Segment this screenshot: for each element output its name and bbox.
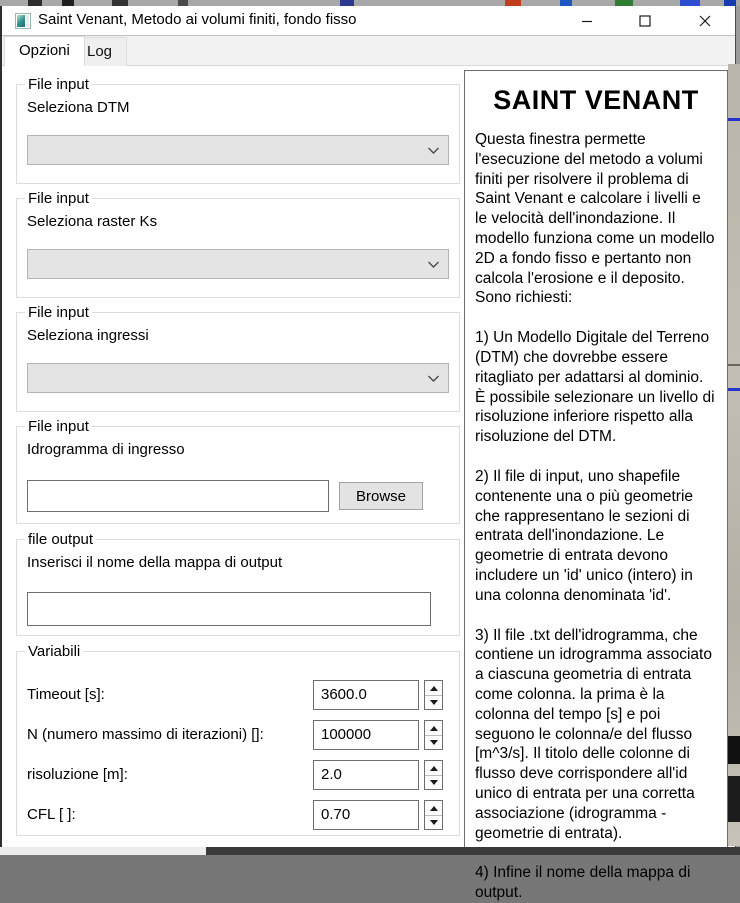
chevron-down-icon bbox=[427, 146, 440, 155]
dtm-combobox[interactable] bbox=[27, 135, 449, 165]
arrow-down-icon bbox=[430, 820, 438, 825]
help-paragraph: 3) Il file .txt dell'idrogramma, che contiene un idrogramma associato a ciascuna geometria di entrata come colonna. la prima è la colonna del tempo [s] e poi seguono le colonna/e del flusso [m^3/s]. Il titolo delle colonne di flusso deve corrispondere all'id unico di entrata per una corretta associazione (idrogramma - geometrie di entrata). bbox=[475, 626, 712, 842]
help-paragraph-clipped: 4) Infine il nome della mappa di output. bbox=[475, 864, 691, 902]
spin-up-button[interactable] bbox=[425, 681, 442, 696]
window-title: Saint Venant, Metodo ai volumi finiti, fondo fisso bbox=[38, 11, 357, 28]
ingressi-label: Seleziona ingressi bbox=[27, 327, 149, 344]
taskbar-dark-section bbox=[206, 847, 740, 855]
tab-log[interactable]: Log bbox=[72, 37, 127, 66]
spin-down-button[interactable] bbox=[425, 735, 442, 749]
group-variabili bbox=[16, 643, 460, 836]
output-name-label: Inserisci il nome della mappa di output bbox=[27, 554, 283, 571]
maximize-button[interactable] bbox=[622, 6, 668, 35]
titlebar[interactable] bbox=[2, 6, 735, 36]
group-file-input-ks bbox=[16, 190, 460, 298]
help-panel[interactable] bbox=[464, 70, 728, 902]
tab-page-opzioni bbox=[2, 66, 735, 902]
risoluzione-label: risoluzione [m]: bbox=[27, 766, 128, 783]
background-mark bbox=[728, 118, 740, 121]
group-file-input-dtm bbox=[16, 76, 460, 184]
arrow-down-icon bbox=[430, 700, 438, 705]
minimize-icon bbox=[581, 15, 593, 27]
spin-up-button[interactable] bbox=[425, 801, 442, 816]
group-file-output bbox=[16, 531, 460, 636]
arrow-down-icon bbox=[430, 780, 438, 785]
spin-up-button[interactable] bbox=[425, 721, 442, 736]
minimize-button[interactable] bbox=[564, 6, 610, 35]
arrow-down-icon bbox=[430, 740, 438, 745]
iterations-label: N (numero massimo di iterazioni) []: bbox=[27, 726, 264, 743]
arrow-up-icon bbox=[430, 686, 438, 691]
background-mark bbox=[728, 364, 740, 366]
spin-down-button[interactable] bbox=[425, 775, 442, 789]
chevron-down-icon bbox=[427, 260, 440, 269]
spin-down-button[interactable] bbox=[425, 695, 442, 709]
timeout-spinner bbox=[424, 680, 443, 710]
group-title: Variabili bbox=[25, 643, 83, 660]
group-title: File input bbox=[25, 76, 92, 93]
risoluzione-spinner bbox=[424, 760, 443, 790]
risoluzione-value[interactable]: 2.0 bbox=[313, 760, 419, 790]
maximize-icon bbox=[639, 15, 651, 27]
saint-venant-dialog bbox=[0, 6, 736, 902]
spin-down-button[interactable] bbox=[425, 815, 442, 829]
spin-up-button[interactable] bbox=[425, 761, 442, 776]
ks-combobox[interactable] bbox=[27, 249, 449, 279]
help-paragraph: Questa finestra permette l'esecuzione del metodo a volumi finiti per risolvere il problema di Saint Venant e calcolare i livelli e le velocità dell'inondazione. Il modello funziona come un modello 2D a fondo fisso e pertanto non calcola l'erosione e il deposito. Sono richiesti: bbox=[475, 131, 715, 307]
help-title: SAINT VENANT bbox=[493, 85, 699, 115]
tab-bar bbox=[2, 36, 735, 66]
timeout-value[interactable]: 3600.0 bbox=[313, 680, 419, 710]
timeout-label: Timeout [s]: bbox=[27, 686, 105, 703]
group-title: file output bbox=[25, 531, 96, 548]
arrow-up-icon bbox=[430, 726, 438, 731]
help-paragraph: 2) Il file di input, uno shapefile contenente una o più geometrie che rappresentano le sezioni di entrata dell'inondazione. Le geometrie di entrata devono includere un 'id' unico (intero) in una colonna denominata 'id'. bbox=[475, 467, 694, 604]
iterations-value[interactable]: 100000 bbox=[313, 720, 419, 750]
arrow-up-icon bbox=[430, 766, 438, 771]
window-icon bbox=[15, 13, 31, 29]
cfl-label: CFL [ ]: bbox=[27, 806, 76, 823]
background-mark bbox=[728, 388, 740, 391]
iterations-spinner bbox=[424, 720, 443, 750]
close-icon bbox=[699, 15, 711, 27]
idrogramma-file-input[interactable] bbox=[27, 480, 329, 512]
group-file-input-ingressi bbox=[16, 304, 460, 412]
ingressi-combobox[interactable] bbox=[27, 363, 449, 393]
output-name-input[interactable] bbox=[27, 592, 431, 626]
tab-opzioni[interactable]: Opzioni bbox=[4, 36, 85, 66]
group-file-input-idrogramma bbox=[16, 418, 460, 524]
group-title: File input bbox=[25, 418, 92, 435]
arrow-up-icon bbox=[430, 806, 438, 811]
ks-label: Seleziona raster Ks bbox=[27, 213, 158, 230]
close-button[interactable] bbox=[682, 6, 728, 35]
background-mark bbox=[728, 776, 740, 822]
group-title: File input bbox=[25, 304, 92, 321]
background-app-sliver bbox=[728, 64, 740, 846]
browse-button[interactable]: Browse bbox=[339, 482, 423, 510]
group-title: File input bbox=[25, 190, 92, 207]
help-paragraph: 1) Un Modello Digitale del Terreno (DTM) che dovrebbe essere ritagliato per adattarsi al dominio. È possibile selezionare un livello di risoluzione inferiore rispetto alla risoluzione del DTM. bbox=[475, 329, 715, 446]
idrogramma-label: Idrogramma di ingresso bbox=[27, 441, 185, 458]
chevron-down-icon bbox=[427, 374, 440, 383]
cfl-value[interactable]: 0.70 bbox=[313, 800, 419, 830]
cfl-spinner bbox=[424, 800, 443, 830]
dtm-label: Seleziona DTM bbox=[27, 99, 130, 116]
taskbar-strip bbox=[0, 847, 740, 855]
background-mark bbox=[728, 736, 740, 764]
